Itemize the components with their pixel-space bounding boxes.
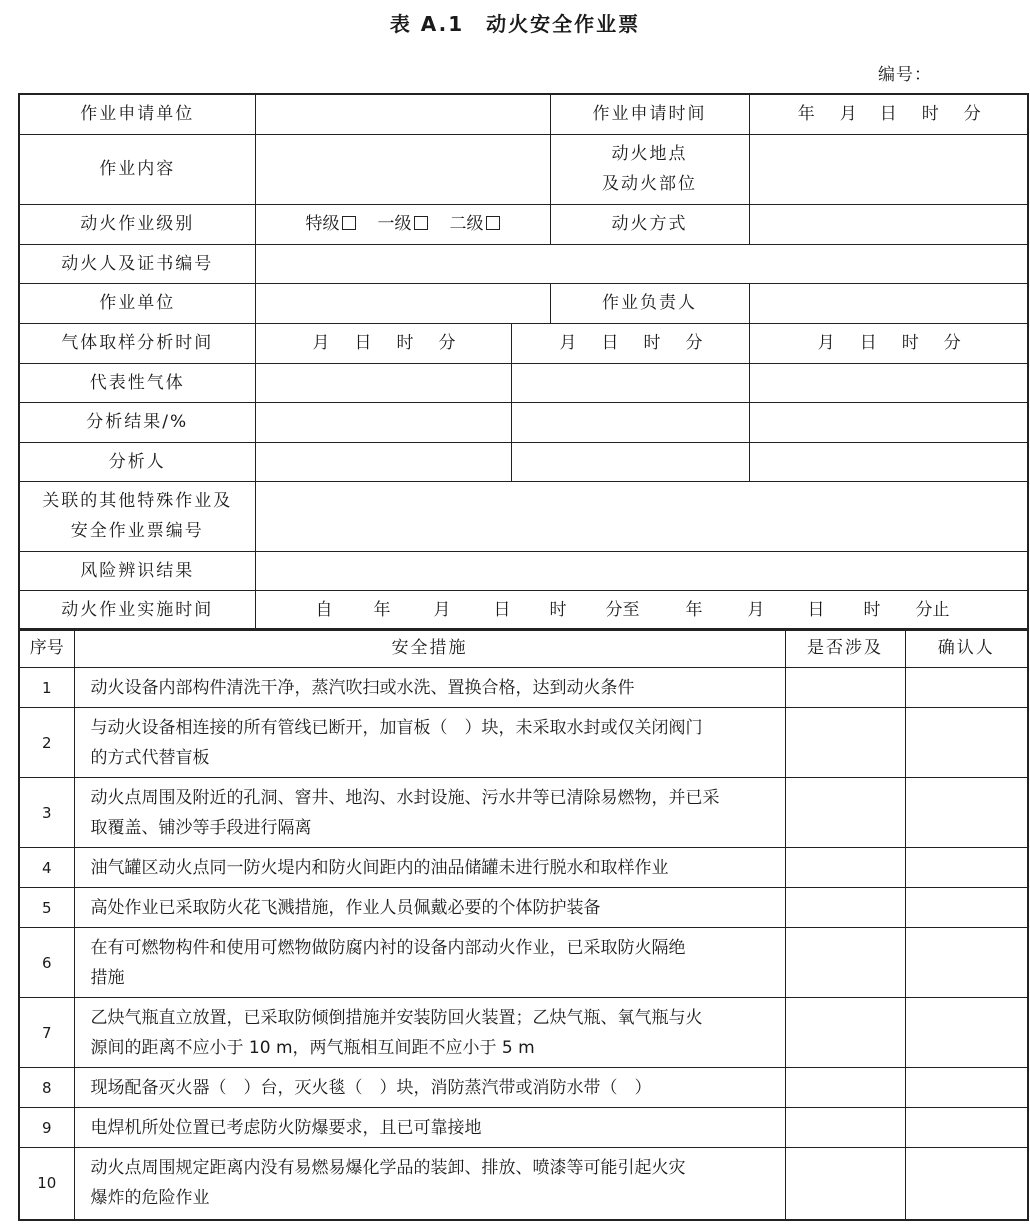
measures-header-row	[19, 629, 1028, 668]
measure-number: 10	[19, 1148, 74, 1220]
table-row	[19, 888, 1028, 928]
measure-text: 动火点周围规定距离内没有易燃易爆化学品的装卸、排放、喷漆等可能引起火灾 爆炸的危险作业	[74, 1148, 785, 1220]
level-one-checkbox[interactable]	[414, 216, 428, 230]
gas-time-field-3[interactable]: 月 日 时 分	[749, 323, 1028, 363]
analyst-field-2[interactable]	[511, 442, 749, 481]
measure-text: 动火设备内部构件清洗干净，蒸汽吹扫或水洗、置换合格，达到动火条件	[74, 668, 785, 708]
involved-cell[interactable]	[785, 1148, 905, 1220]
involved-cell[interactable]	[785, 1108, 905, 1148]
fire-method-field[interactable]	[749, 204, 1028, 244]
rep-gas-field-1[interactable]	[255, 363, 511, 402]
measure-number: 3	[19, 778, 74, 848]
measure-text: 与动火设备相连接的所有管线已断开，加盲板（ ）块，未采取水封或仅关闭阀门 的方式代替盲板	[74, 708, 785, 778]
measure-text: 电焊机所处位置已考虑防火防爆要求，且已可靠接地	[74, 1108, 785, 1148]
fire-location-field[interactable]	[749, 134, 1028, 204]
measure-header: 安全措施	[74, 629, 785, 668]
measure-number: 6	[19, 928, 74, 998]
analysis-result-field-1[interactable]	[255, 402, 511, 442]
risk-result-field[interactable]	[255, 551, 1028, 590]
confirmer-cell[interactable]	[905, 668, 1028, 708]
rep-gas-field-3[interactable]	[749, 363, 1028, 402]
confirmer-cell[interactable]	[905, 848, 1028, 888]
involved-cell[interactable]	[785, 848, 905, 888]
fire-method-label: 动火方式	[550, 204, 749, 244]
confirmer-cell[interactable]	[905, 708, 1028, 778]
table-row	[19, 1148, 1028, 1220]
impl-time-label: 动火作业实施时间	[19, 590, 255, 630]
form-title: 表 A.1 动火安全作业票	[389, 12, 641, 36]
measure-number: 7	[19, 998, 74, 1068]
table-row	[19, 848, 1028, 888]
table-row	[19, 778, 1028, 848]
serial-number-label: 编号：	[878, 65, 932, 85]
work-unit-field[interactable]	[255, 283, 550, 323]
table-row	[19, 1108, 1028, 1148]
confirmer-cell[interactable]	[905, 1068, 1028, 1108]
involved-cell[interactable]	[785, 778, 905, 848]
seq-header: 序号	[19, 629, 74, 668]
table-row	[19, 928, 1028, 998]
involved-cell[interactable]	[785, 668, 905, 708]
applicant-unit-field[interactable]	[255, 94, 550, 134]
work-content-field[interactable]	[255, 134, 550, 204]
apply-time-label: 作业申请时间	[550, 94, 749, 134]
work-content-label: 作业内容	[19, 134, 255, 204]
work-leader-field[interactable]	[749, 283, 1028, 323]
measure-number: 8	[19, 1068, 74, 1108]
measure-text: 现场配备灭火器（ ）台，灭火毯（ ）块，消防蒸汽带或消防水带（ ）	[74, 1068, 785, 1108]
level-one-label: 一级	[377, 214, 412, 234]
fire-person-label: 动火人及证书编号	[19, 244, 255, 283]
level-two-label: 二级	[449, 214, 484, 234]
involved-cell[interactable]	[785, 1068, 905, 1108]
involved-header: 是否涉及	[785, 629, 905, 668]
analysis-result-label: 分析结果/%	[19, 402, 255, 442]
confirmer-cell[interactable]	[905, 888, 1028, 928]
level-special-label: 特级	[305, 214, 340, 234]
level-two-checkbox[interactable]	[486, 216, 500, 230]
fire-location-label: 动火地点 及动火部位	[550, 134, 749, 204]
fire-person-field[interactable]	[255, 244, 1028, 283]
measure-text: 乙炔气瓶直立放置，已采取防倾倒措施并安装防回火装置；乙炔气瓶、氧气瓶与火 源间的距离不应小于 10 m，两气瓶相互间距不应小于 5 m	[74, 998, 785, 1068]
analyst-label: 分析人	[19, 442, 255, 481]
confirmer-cell[interactable]	[905, 928, 1028, 998]
measure-number: 9	[19, 1108, 74, 1148]
analyst-field-3[interactable]	[749, 442, 1028, 481]
confirmer-cell[interactable]	[905, 1148, 1028, 1220]
safety-measures-table	[18, 628, 1029, 1221]
apply-time-field[interactable]: 年 月 日 时 分	[749, 94, 1028, 134]
measure-number: 4	[19, 848, 74, 888]
measure-text: 高处作业已采取防火花飞溅措施，作业人员佩戴必要的个体防护装备	[74, 888, 785, 928]
gas-time-label: 气体取样分析时间	[19, 323, 255, 363]
measure-text: 在有可燃物构件和使用可燃物做防腐内衬的设备内部动火作业，已采取防火隔绝 措施	[74, 928, 785, 998]
confirmer-cell[interactable]	[905, 778, 1028, 848]
work-ticket-header-table	[18, 93, 1029, 631]
involved-cell[interactable]	[785, 888, 905, 928]
rep-gas-label: 代表性气体	[19, 363, 255, 402]
table-row	[19, 668, 1028, 708]
related-work-label: 关联的其他特殊作业及 安全作业票编号	[19, 481, 255, 551]
fire-level-label: 动火作业级别	[19, 204, 255, 244]
table-row	[19, 708, 1028, 778]
work-leader-label: 作业负责人	[550, 283, 749, 323]
measure-number: 2	[19, 708, 74, 778]
confirmer-header: 确认人	[905, 629, 1028, 668]
related-work-field[interactable]	[255, 481, 1028, 551]
gas-time-field-1[interactable]: 月 日 时 分	[255, 323, 511, 363]
confirmer-cell[interactable]	[905, 1108, 1028, 1148]
measure-text: 油气罐区动火点同一防火堤内和防火间距内的油品储罐未进行脱水和取样作业	[74, 848, 785, 888]
measure-number: 5	[19, 888, 74, 928]
involved-cell[interactable]	[785, 998, 905, 1068]
measure-text: 动火点周围及附近的孔洞、窨井、地沟、水封设施、污水井等已清除易燃物，并已采 取覆盖、铺沙等手段进行隔离	[74, 778, 785, 848]
involved-cell[interactable]	[785, 708, 905, 778]
impl-time-field[interactable]: 自 年 月 日 时 分至 年 月 日 时 分止	[255, 590, 1028, 630]
gas-time-field-2[interactable]: 月 日 时 分	[511, 323, 749, 363]
level-special-checkbox[interactable]	[342, 216, 356, 230]
analysis-result-field-2[interactable]	[511, 402, 749, 442]
analyst-field-1[interactable]	[255, 442, 511, 481]
rep-gas-field-2[interactable]	[511, 363, 749, 402]
confirmer-cell[interactable]	[905, 998, 1028, 1068]
measure-number: 1	[19, 668, 74, 708]
involved-cell[interactable]	[785, 928, 905, 998]
risk-result-label: 风险辨识结果	[19, 551, 255, 590]
table-row	[19, 998, 1028, 1068]
table-row	[19, 1068, 1028, 1108]
analysis-result-field-3[interactable]	[749, 402, 1028, 442]
applicant-unit-label: 作业申请单位	[19, 94, 255, 134]
work-unit-label: 作业单位	[19, 283, 255, 323]
fire-level-options	[255, 204, 550, 244]
